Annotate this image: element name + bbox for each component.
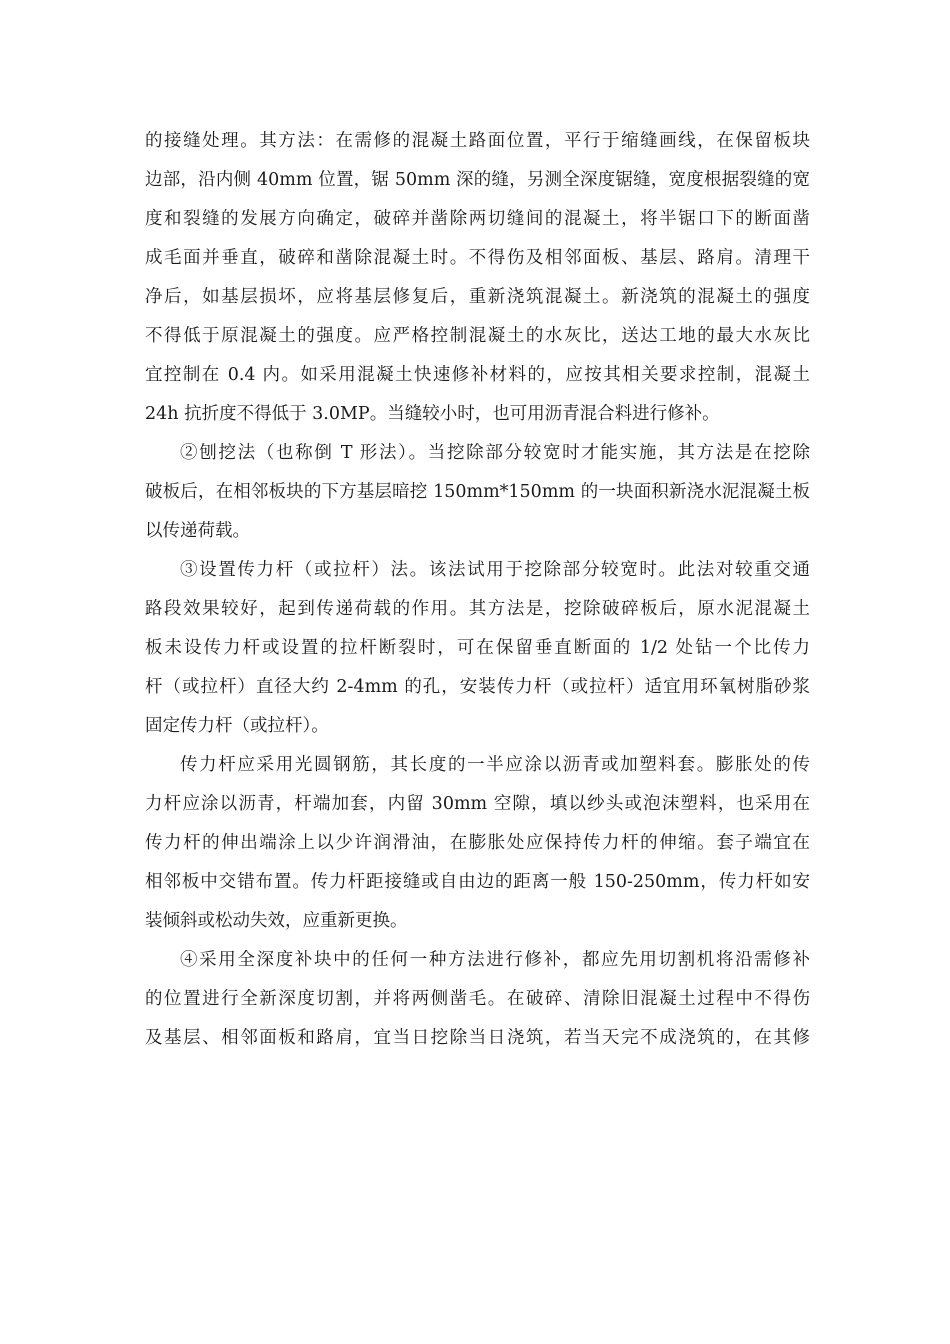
paragraph-joint-treatment [145,122,810,434]
paragraph-dowel-bar-requirements [145,746,810,941]
paragraph-full-depth-patch [145,941,810,1058]
paragraph-excavation-method [145,434,810,551]
text-line: 的位置进行全新深度切割，并将两侧凿毛。在破碎、清除旧混凝土过程中不得伤 [145,989,810,1009]
text-line: 24h 抗折度不得低于 3.0MP。当缝较小时，也可用沥青混合料进行修补。 [145,404,720,424]
text-line: 装倾斜或松动失效，应重新更换。 [145,911,408,931]
text-line: 的接缝处理。其方法：在需修的混凝土路面位置，平行于缩缝画线，在保留板块 [145,131,810,151]
text-line: 路段效果较好，起到传递荷载的作用。其方法是，挖除破碎板后，原水泥混凝土 [145,599,810,619]
text-line: 传力杆的伸出端涂上以少许润滑油，在膨胀处应保持传力杆的伸缩。套子端宜在 [145,833,810,853]
text-line: 净后，如基层损坏，应将基层修复后，重新浇筑混凝土。新浇筑的混凝土的强度 [145,287,810,307]
text-line: 度和裂缝的发展方向确定，破碎并凿除两切缝间的混凝土，将半锯口下的断面凿 [145,209,810,229]
text-line: 相邻板中交错布置。传力杆距接缝或自由边的距离一般 150-250mm，传力杆如安 [145,872,810,892]
text-line: 传力杆应采用光圆钢筋，其长度的一半应涂以沥青或加塑料套。膨胀处的传 [180,755,810,775]
text-line: ②刨挖法（也称倒 T 形法）。当挖除部分较宽时才能实施，其方法是在挖除 [180,443,810,463]
text-line: 破板后，在相邻板块的下方基层暗挖 150mm*150mm 的一块面积新浇水泥混凝土板 [145,482,810,502]
text-line: ④采用全深度补块中的任何一种方法进行修补，都应先用切割机将沿需修补 [180,950,810,970]
text-line: 不得低于原混凝土的强度。应严格控制混凝土的水灰比，送达工地的最大水灰比 [145,326,810,346]
paragraph-dowel-bar-method [145,551,810,746]
text-line: ③设置传力杆（或拉杆）法。该法试用于挖除部分较宽时。此法对较重交通 [180,560,810,580]
text-line: 成毛面并垂直，破碎和凿除混凝土时。不得伤及相邻面板、基层、路肩。清理干 [145,248,810,268]
text-line: 力杆应涂以沥青，杆端加套，内留 30mm 空隙，填以纱头或泡沫塑料，也采用在 [145,794,810,814]
document-body [145,122,810,1058]
text-line: 及基层、相邻面板和路肩，宜当日挖除当日浇筑，若当天完不成浇筑的，在其修 [145,1028,810,1048]
text-line: 杆（或拉杆）直径大约 2-4mm 的孔，安装传力杆（或拉杆）适宜用环氧树脂砂浆 [145,677,810,697]
text-line: 以传递荷载。 [145,521,250,541]
text-line: 宜控制在 0.4 内。如采用混凝土快速修补材料的，应按其相关要求控制，混凝土 [145,365,810,385]
text-line: 板未设传力杆或设置的拉杆断裂时，可在保留垂直断面的 1/2 处钻一个比传力 [145,638,810,658]
text-line: 边部，沿内侧 40mm 位置，锯 50mm 深的缝，另测全深度锯缝，宽度根据裂缝的宽 [145,170,810,190]
text-line: 固定传力杆（或拉杆）。 [145,716,329,736]
